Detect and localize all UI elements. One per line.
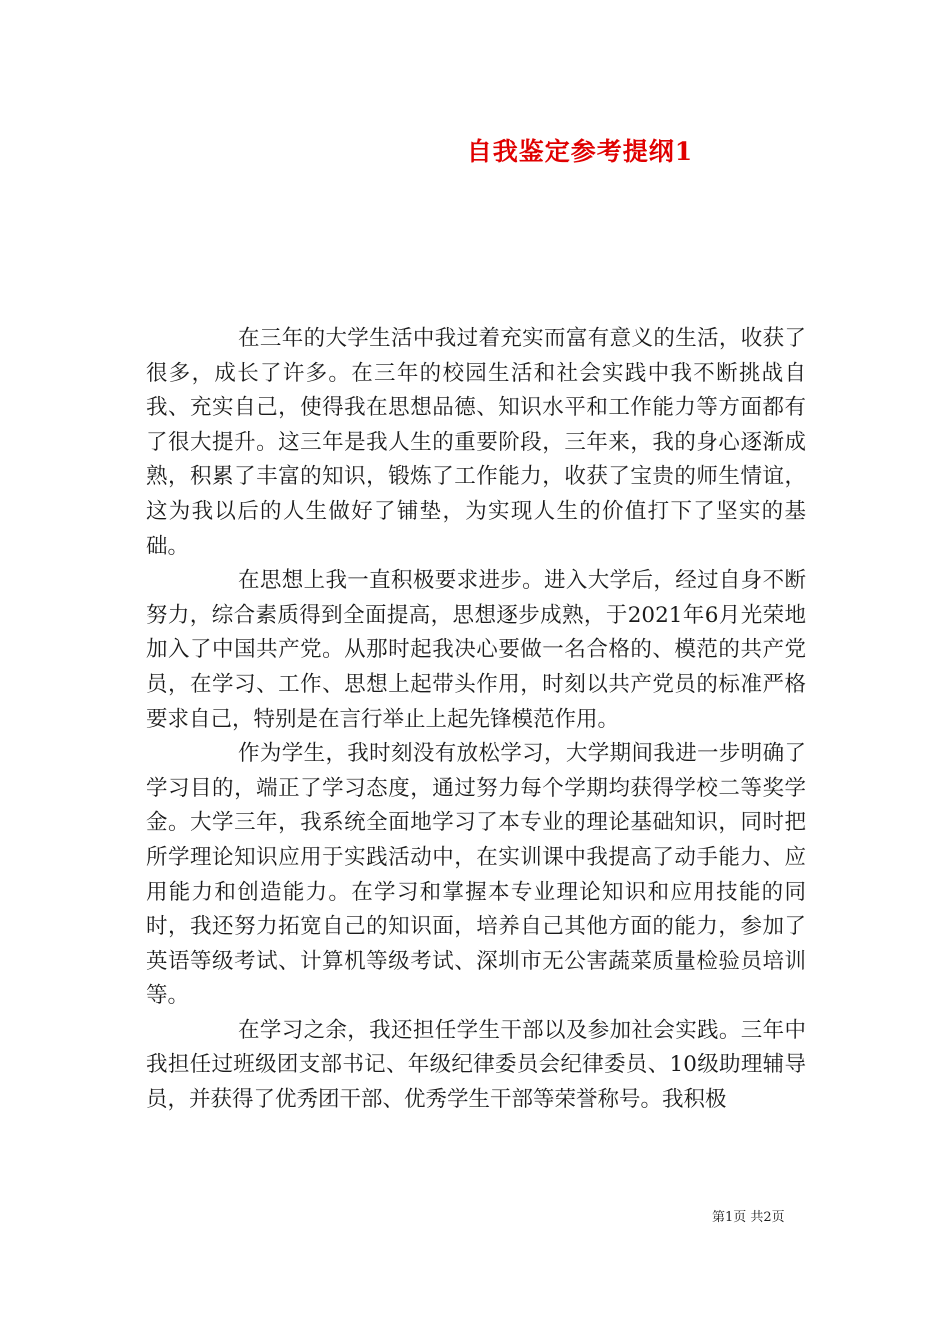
- document-title: 自我鉴定参考提纲1: [466, 137, 694, 166]
- paragraph-2: 在思想上我一直积极要求进步。进入大学后，经过自身不断努力，综合素质得到全面提高，思想逐步成熟，于2021年6月光荣地加入了中国共产党。从那时起我决心要做一名合格的、模范的共产党员，在学习、工作、思想上起带头作用，时刻以共产党员的标准严格要求自己，特别是在言行举止上起先锋模范作用。: [146, 568, 806, 732]
- paragraph-1: 在三年的大学生活中我过着充实而富有意义的生活，收获了很多，成长了许多。在三年的校园生活和社会实践中我不断挑战自我、充实自己，使得我在思想品德、知识水平和工作能力等方面都有了很大提升。这三年是我人生的重要阶段，三年来，我的身心逐渐成熟，积累了丰富的知识，锻炼了工作能力，收获了宝贵的师生情谊，这为我以后的人生做好了铺垫，为实现人生的价值打下了坚实的基础。: [146, 326, 806, 559]
- document-body: [146, 322, 806, 1118]
- page-number-footer: 第1页 共2页: [712, 1210, 785, 1225]
- paragraph-3: 作为学生，我时刻没有放松学习，大学期间我进一步明确了学习目的，端正了学习态度，通过努力每个学期均获得学校二等奖学金。大学三年，我系统全面地学习了本专业的理论基础知识，同时把所学理论知识应用于实践活动中，在实训课中我提高了动手能力、应用能力和创造能力。在学习和掌握本专业理论知识和应用技能的同时，我还努力拓宽自己的知识面，培养自己其他方面的能力，参加了英语等级考试、计算机等级考试、深圳市无公害蔬菜质量检验员培训等。: [146, 741, 806, 1009]
- paragraph-4: 在学习之余，我还担任学生干部以及参加社会实践。三年中我担任过班级团支部书记、年级纪律委员会纪律委员、10级助理辅导员，并获得了优秀团干部、优秀学生干部等荣誉称号。我积极: [146, 1017, 806, 1113]
